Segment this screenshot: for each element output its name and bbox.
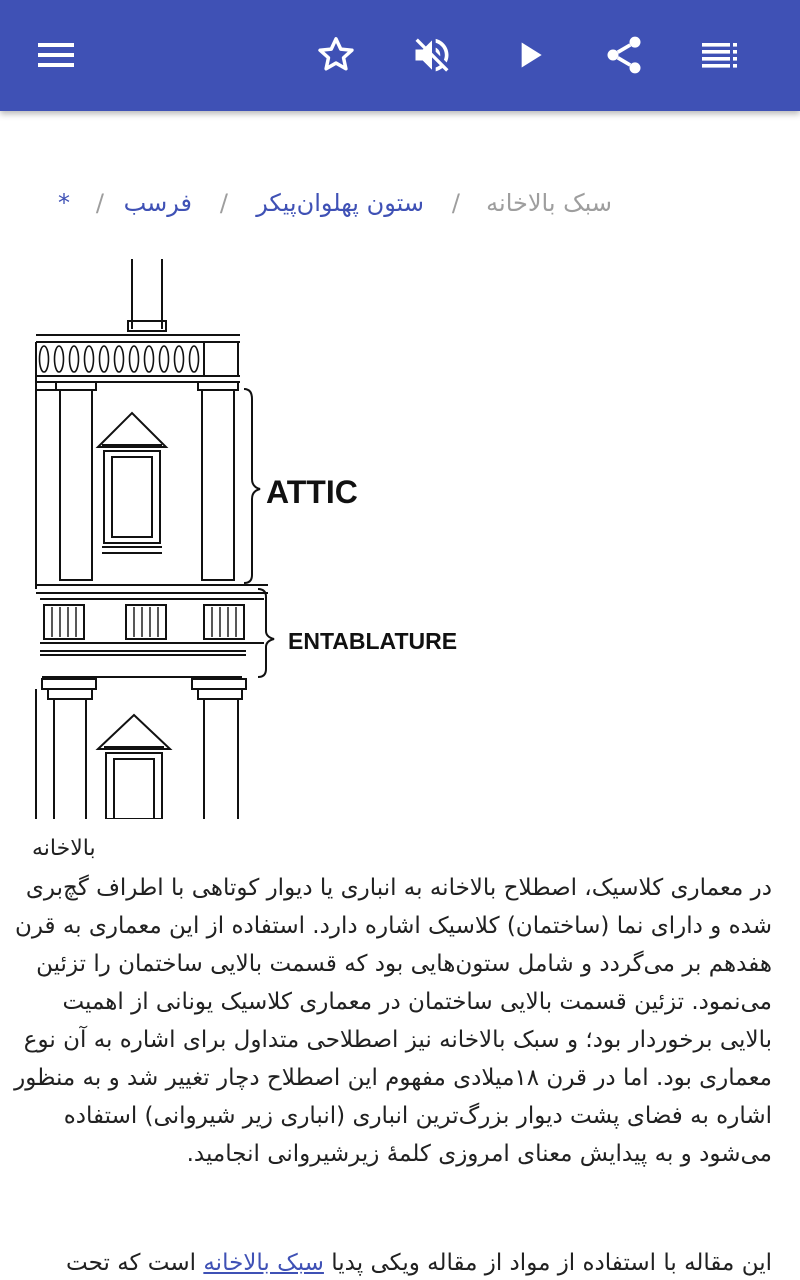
article-line: بالایی برخوردار بود؛ و سبک بالاخانه نیز اصطلاحی متداول برای اشاره به آن نوع (23, 1027, 772, 1053)
figure-caption: بالاخانه (32, 836, 96, 861)
contents-list-button[interactable] (692, 27, 748, 83)
play-icon (510, 35, 550, 75)
breadcrumb-link-fersab[interactable]: فرسب (123, 189, 192, 217)
attribution-suffix: است که تحت (66, 1250, 197, 1276)
breadcrumb-separator: / (95, 189, 104, 217)
breadcrumb-link-atlas-column[interactable]: ستون پهلوان‌پیکر (256, 189, 424, 217)
article-line: معماری بود. اما در قرن ۱۸میلادی مفهوم این اصطلاح دچار تغییر شد و به منظور (14, 1065, 772, 1091)
article-line: شده و دارای نما (ساختمان) کلاسیک اشاره دارد. استفاده از این معماری به قرن (14, 913, 772, 939)
attribution-article-link[interactable]: سبک بالاخانه (203, 1250, 324, 1276)
attic-label: ATTIC (266, 474, 358, 510)
share-button[interactable] (596, 27, 652, 83)
article-line: هفدهم بر می‌گردد و شامل ستون‌هایی بود که قسمت بالایی ساختمان را تزئین (36, 951, 772, 977)
article-line: می‌شود و به پیدایش معنای امروزی کلمهٔ زیرشیروانی انجامید. (186, 1141, 772, 1167)
star-icon (314, 33, 358, 77)
article-line: اشاره به فضای پشت دیوار بزرگ‌ترین انباری (انباری زیر شیروانی) استفاده (63, 1103, 772, 1129)
article-content (0, 111, 800, 1280)
wikipedia-attribution (32, 1244, 772, 1280)
share-icon (602, 33, 646, 77)
attribution-prefix: این مقاله با استفاده از مواد از مقاله ویکی پدیا (331, 1250, 772, 1276)
favorite-button[interactable] (308, 27, 364, 83)
article-line: در معماری کلاسیک، اصطلاح بالاخانه به انباری یا دیوار کوتاهی با اطراف گچ‌بری (25, 875, 772, 901)
app-toolbar (0, 0, 800, 111)
breadcrumb (0, 183, 800, 223)
volume-off-icon (410, 33, 454, 77)
mute-button[interactable] (404, 27, 460, 83)
breadcrumb-separator: / (219, 189, 228, 217)
list-icon (700, 35, 740, 75)
article-line: می‌نمود. تزئین قسمت بالایی ساختمان در معماری کلاسیک یونانی از اهمیت (62, 989, 772, 1015)
article-body (14, 869, 772, 1173)
play-button[interactable] (502, 27, 558, 83)
menu-button[interactable] (28, 27, 84, 83)
menu-icon (36, 35, 76, 75)
attic-diagram-image (32, 259, 472, 819)
breadcrumb-separator: / (451, 189, 460, 217)
breadcrumb-current: سبک بالاخانه (486, 189, 612, 217)
entablature-label: ENTABLATURE (288, 628, 458, 654)
breadcrumb-link-home[interactable]: * (58, 189, 70, 217)
